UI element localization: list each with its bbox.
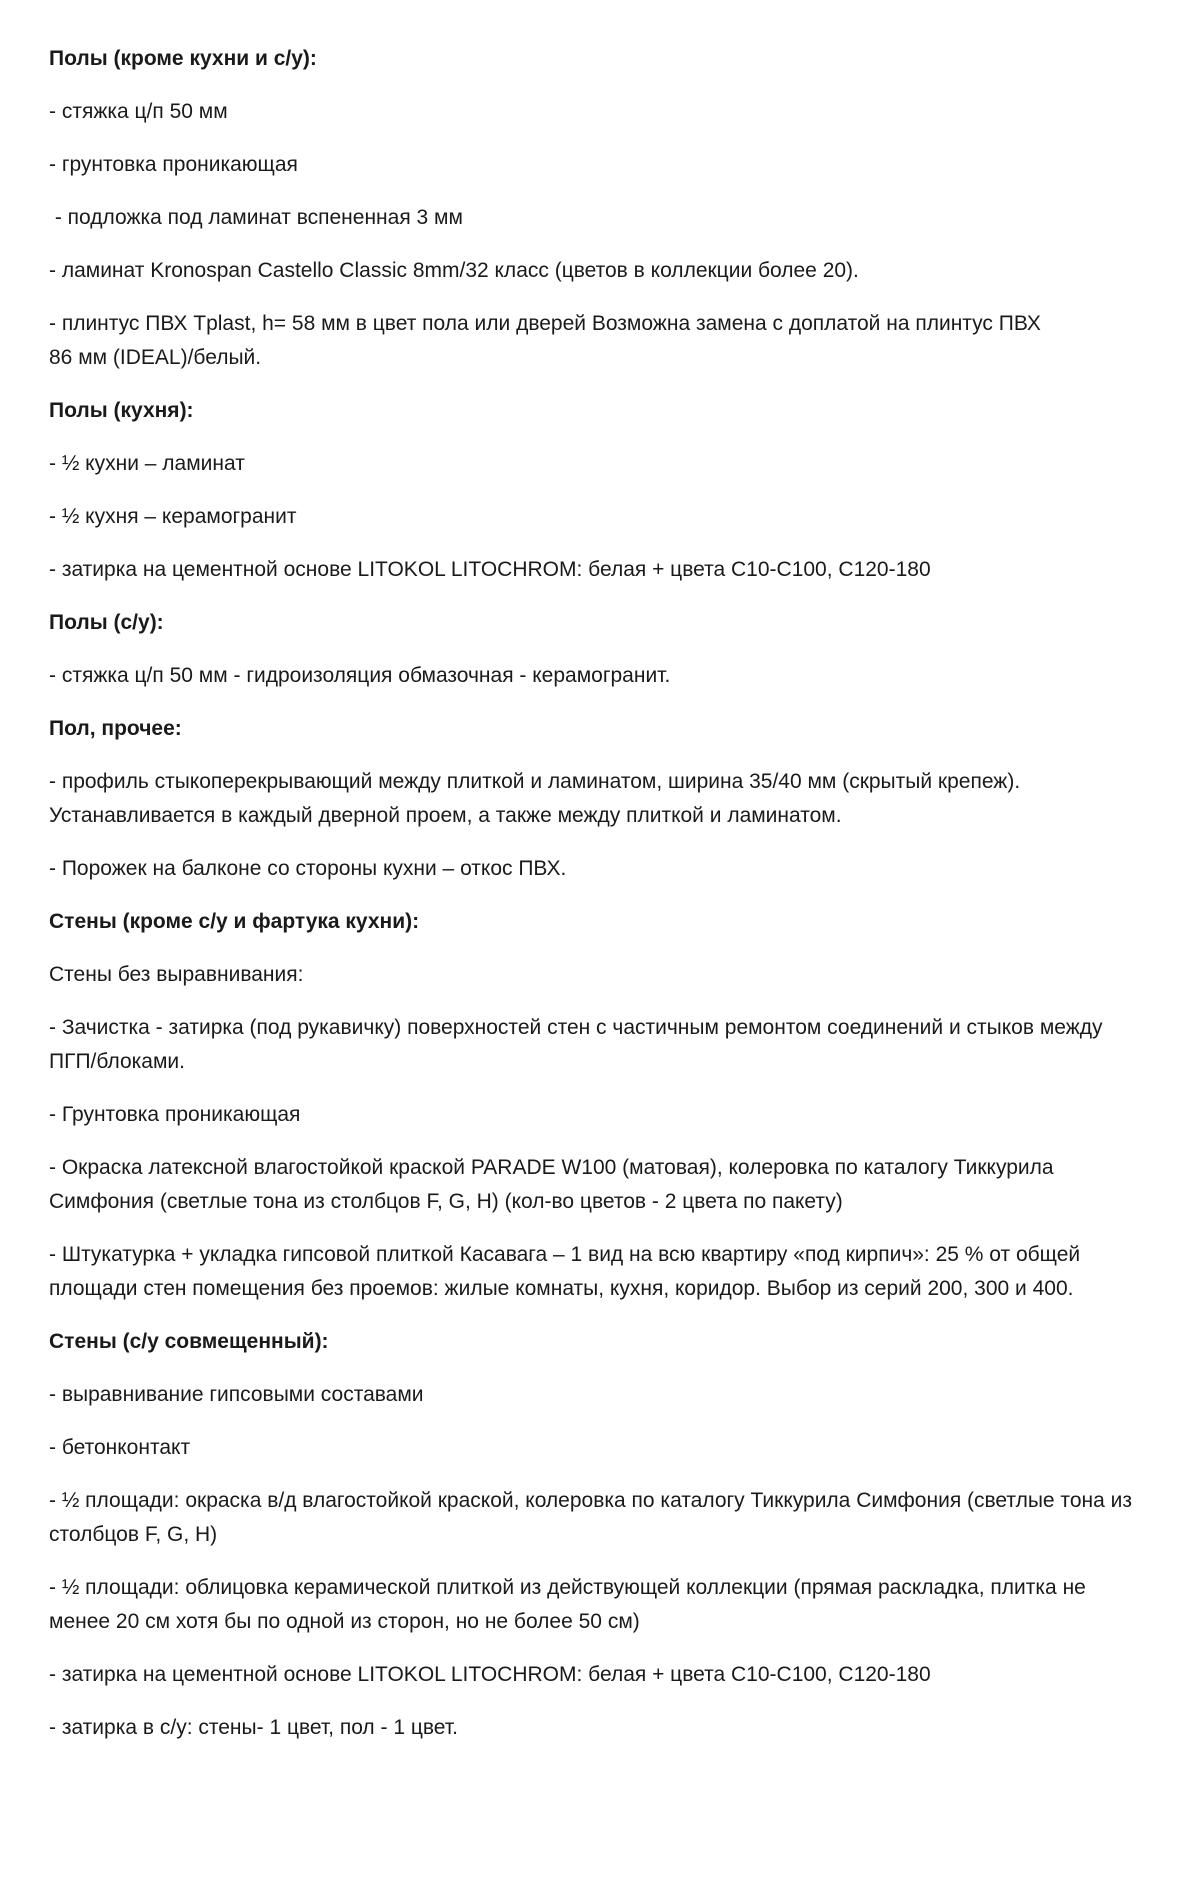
list-item: - ½ площади: окраска в/д влагостойкой краской, колеровка по каталогу Тиккурила Симфония (светлые тона из столбцов F, G, H) (49, 1489, 1132, 1546)
list-item: - ½ кухня – керамогранит (49, 505, 297, 528)
list-item: - Зачистка - затирка (под рукавичку) поверхностей стен с частичным ремонтом соединений и стыков между ПГП/блоками. (49, 1016, 1103, 1073)
section-heading: Стены (кроме с/у и фартука кухни): (49, 910, 420, 933)
list-item: - профиль стыкоперекрывающий между плиткой и ламинатом, ширина 35/40 мм (скрытый крепеж). Устанавливается в каждый дверной проем, а также между плиткой и ламинатом. (49, 770, 1021, 827)
list-item: - ламинат Kronospan Castello Classic 8mm/32 класс (цветов в коллекции более 20). (49, 259, 859, 282)
section-floors-bathroom (49, 606, 1149, 693)
section-walls-general (49, 905, 1149, 1306)
list-item: - Штукатурка + укладка гипсовой плиткой Касавага – 1 вид на всю квартиру «под кирпич»: 25 % от общей площади стен помещения без проемов: жилые комнаты, кухня, коридор. Выбор из серий 200, 300 и 400. (49, 1243, 1081, 1300)
list-item: - подложка под ламинат вспененная 3 мм (49, 206, 463, 229)
section-floors-other (49, 712, 1149, 886)
list-item: - Порожек на балконе со стороны кухни – откос ПВХ. (49, 857, 567, 880)
document-page (49, 42, 1149, 1764)
list-item: - затирка на цементной основе LITOKOL LITOCHROM: белая + цвета С10-С100, С120-180 (49, 1663, 931, 1686)
list-item: - плинтус ПВХ Tplast, h= 58 мм в цвет пола или дверей Возможна замена с доплатой на плинтус ПВХ 86 мм (IDEAL)/белый. (49, 312, 1041, 369)
section-heading: Полы (кроме кухни и с/у): (49, 47, 317, 70)
list-item: - затирка в с/у: стены- 1 цвет, пол - 1 цвет. (49, 1716, 458, 1739)
list-item: - Грунтовка проникающая (49, 1103, 301, 1126)
list-item: - бетонконтакт (49, 1436, 191, 1459)
section-floors-kitchen (49, 394, 1149, 587)
section-heading: Полы (с/у): (49, 611, 164, 634)
list-item: - выравнивание гипсовыми составами (49, 1383, 424, 1406)
section-heading: Полы (кухня): (49, 399, 194, 422)
list-item: - стяжка ц/п 50 мм (49, 100, 228, 123)
list-item: - Окраска латексной влагостойкой краской PARADE W100 (матовая), колеровка по каталогу Тиккурила Симфония (светлые тона из столбцов F, G, H) (кол-во цветов - 2 цвета по пакету) (49, 1156, 1054, 1213)
list-item: - затирка на цементной основе LITOKOL LITOCHROM: белая + цвета С10-С100, С120-180 (49, 558, 931, 581)
section-walls-bathroom (49, 1325, 1149, 1745)
section-heading: Стены (с/у совмещенный): (49, 1330, 329, 1353)
list-item: - ½ кухни – ламинат (49, 452, 245, 475)
list-item: - ½ площади: облицовка керамической плиткой из действующей коллекции (прямая раскладка, плитка не менее 20 см хотя бы по одной из сторон, но не более 50 см) (49, 1576, 1086, 1633)
list-item: Стены без выравнивания: (49, 963, 304, 986)
list-item: - грунтовка проникающая (49, 153, 298, 176)
section-heading: Пол, прочее: (49, 717, 182, 740)
list-item: - стяжка ц/п 50 мм - гидроизоляция обмазочная - керамогранит. (49, 664, 671, 687)
section-floors-general (49, 42, 1149, 375)
